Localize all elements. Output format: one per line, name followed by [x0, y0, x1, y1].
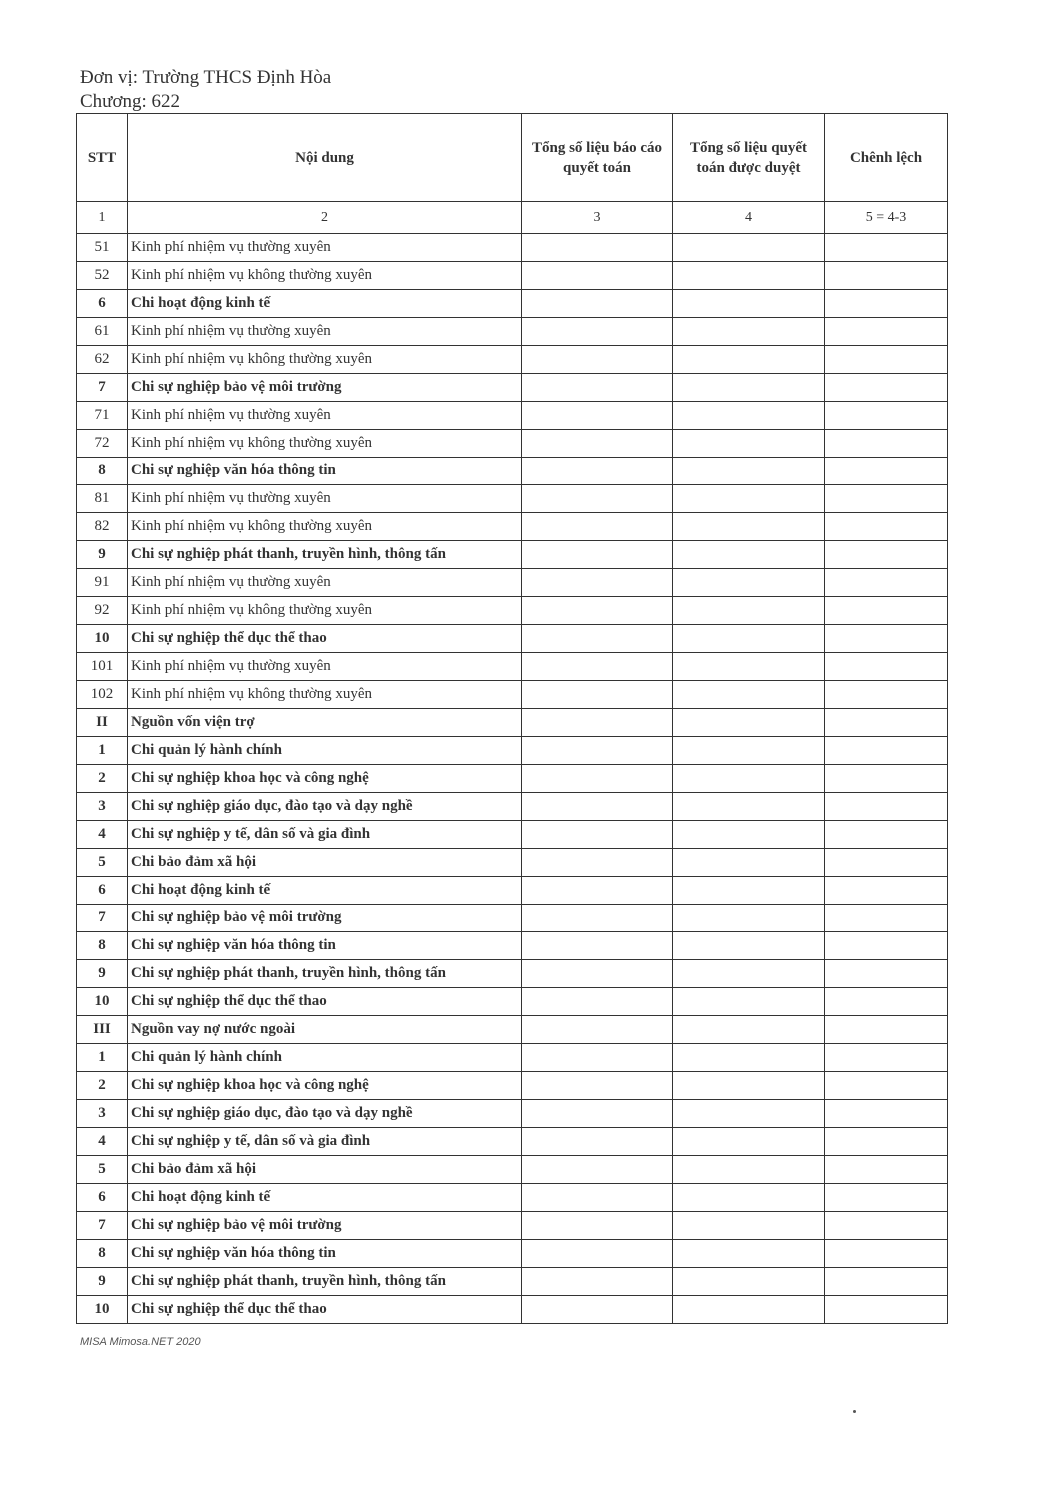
row-approved-total: [673, 1295, 825, 1323]
row-approved-total: [673, 876, 825, 904]
row-difference: [825, 988, 948, 1016]
row-content: Chi sự nghiệp khoa học và công nghệ: [128, 764, 522, 792]
row-stt: 81: [77, 485, 128, 513]
row-difference: [825, 820, 948, 848]
row-content: Chi sự nghiệp phát thanh, truyền hình, thông tấn: [128, 541, 522, 569]
column-header-approved-total: Tổng số liệu quyết toán được duyệt: [673, 114, 825, 202]
table-row: [77, 764, 948, 792]
table-row: [77, 234, 948, 262]
row-reported-total: [522, 1211, 673, 1239]
row-stt: 2: [77, 764, 128, 792]
row-stt: 3: [77, 792, 128, 820]
table-row: [77, 708, 948, 736]
row-stt: 7: [77, 373, 128, 401]
row-approved-total: [673, 681, 825, 709]
row-stt: 10: [77, 625, 128, 653]
document-header: [80, 66, 331, 114]
row-stt: 9: [77, 960, 128, 988]
chapter-line: Chương: 622: [80, 91, 181, 112]
row-difference: [825, 1100, 948, 1128]
row-content: Chi sự nghiệp văn hóa thông tin: [128, 932, 522, 960]
row-difference: [825, 541, 948, 569]
row-content: Chi sự nghiệp văn hóa thông tin: [128, 1239, 522, 1267]
row-stt: 52: [77, 261, 128, 289]
row-approved-total: [673, 653, 825, 681]
table-row: [77, 597, 948, 625]
row-reported-total: [522, 513, 673, 541]
row-stt: 71: [77, 401, 128, 429]
row-content: Chi sự nghiệp khoa học và công nghệ: [128, 1072, 522, 1100]
row-difference: [825, 1155, 948, 1183]
row-stt: 9: [77, 541, 128, 569]
table-row: [77, 625, 948, 653]
row-content: Kinh phí nhiệm vụ không thường xuyên: [128, 261, 522, 289]
table-row: [77, 1155, 948, 1183]
row-difference: [825, 261, 948, 289]
column-header-reported-total: Tổng số liệu báo cáo quyết toán: [522, 114, 673, 202]
table-body: [77, 234, 948, 1324]
table-row: [77, 457, 948, 485]
table-row: [77, 513, 948, 541]
row-reported-total: [522, 876, 673, 904]
row-content: Chi bảo đảm xã hội: [128, 1155, 522, 1183]
row-difference: [825, 764, 948, 792]
row-reported-total: [522, 541, 673, 569]
row-content: Chi hoạt động kinh tế: [128, 289, 522, 317]
table-row: [77, 960, 948, 988]
row-difference: [825, 708, 948, 736]
row-content: Chi sự nghiệp thể dục thể thao: [128, 988, 522, 1016]
table-row: [77, 681, 948, 709]
row-difference: [825, 1016, 948, 1044]
row-content: Chi sự nghiệp phát thanh, truyền hình, thông tấn: [128, 960, 522, 988]
row-content: Kinh phí nhiệm vụ thường xuyên: [128, 653, 522, 681]
table-row: [77, 317, 948, 345]
row-approved-total: [673, 317, 825, 345]
row-content: Chi sự nghiệp bảo vệ môi trường: [128, 373, 522, 401]
table-row: [77, 1044, 948, 1072]
row-content: Chi sự nghiệp y tế, dân số và gia đình: [128, 820, 522, 848]
row-approved-total: [673, 1211, 825, 1239]
table-row: [77, 289, 948, 317]
row-difference: [825, 625, 948, 653]
row-reported-total: [522, 1239, 673, 1267]
row-approved-total: [673, 1044, 825, 1072]
row-content: Chi sự nghiệp giáo dục, đào tạo và dạy nghề: [128, 1100, 522, 1128]
row-difference: [825, 429, 948, 457]
row-reported-total: [522, 848, 673, 876]
row-reported-total: [522, 1267, 673, 1295]
table-row: [77, 401, 948, 429]
row-difference: [825, 401, 948, 429]
row-reported-total: [522, 345, 673, 373]
column-number: 1: [77, 202, 128, 234]
row-reported-total: [522, 373, 673, 401]
row-content: Kinh phí nhiệm vụ không thường xuyên: [128, 513, 522, 541]
row-approved-total: [673, 1016, 825, 1044]
row-approved-total: [673, 764, 825, 792]
row-reported-total: [522, 1183, 673, 1211]
row-reported-total: [522, 988, 673, 1016]
row-content: Kinh phí nhiệm vụ thường xuyên: [128, 317, 522, 345]
row-stt: 6: [77, 289, 128, 317]
column-number: 2: [128, 202, 522, 234]
row-stt: 91: [77, 569, 128, 597]
row-content: Kinh phí nhiệm vụ không thường xuyên: [128, 681, 522, 709]
table-header-row: [77, 114, 948, 202]
row-stt: 8: [77, 457, 128, 485]
row-approved-total: [673, 1155, 825, 1183]
row-difference: [825, 457, 948, 485]
table-row: [77, 988, 948, 1016]
table-row: [77, 429, 948, 457]
row-difference: [825, 1267, 948, 1295]
row-difference: [825, 345, 948, 373]
row-approved-total: [673, 569, 825, 597]
table-row: [77, 1016, 948, 1044]
row-stt: 51: [77, 234, 128, 262]
row-difference: [825, 485, 948, 513]
row-reported-total: [522, 904, 673, 932]
row-stt: 2: [77, 1072, 128, 1100]
row-difference: [825, 1044, 948, 1072]
row-difference: [825, 373, 948, 401]
row-approved-total: [673, 1267, 825, 1295]
row-approved-total: [673, 513, 825, 541]
table-row: [77, 653, 948, 681]
table-row: [77, 1183, 948, 1211]
row-content: Chi sự nghiệp thể dục thể thao: [128, 1295, 522, 1323]
row-stt: 8: [77, 1239, 128, 1267]
column-number: 3: [522, 202, 673, 234]
row-approved-total: [673, 401, 825, 429]
unit-line: Đơn vị: Trường THCS Định Hòa: [80, 67, 332, 88]
table-row: [77, 345, 948, 373]
row-stt: 6: [77, 1183, 128, 1211]
row-difference: [825, 1211, 948, 1239]
row-reported-total: [522, 1072, 673, 1100]
table-row: [77, 1100, 948, 1128]
row-stt: 92: [77, 597, 128, 625]
row-content: Chi sự nghiệp phát thanh, truyền hình, thông tấn: [128, 1267, 522, 1295]
row-reported-total: [522, 234, 673, 262]
row-reported-total: [522, 820, 673, 848]
row-approved-total: [673, 1100, 825, 1128]
table-row: [77, 373, 948, 401]
row-content: Kinh phí nhiệm vụ không thường xuyên: [128, 597, 522, 625]
row-stt: 62: [77, 345, 128, 373]
column-header-content: Nội dung: [128, 114, 522, 202]
row-approved-total: [673, 485, 825, 513]
row-content: Chi sự nghiệp thể dục thể thao: [128, 625, 522, 653]
row-stt: 3: [77, 1100, 128, 1128]
table-row: [77, 485, 948, 513]
table-row: [77, 1239, 948, 1267]
column-number-row: [77, 202, 948, 234]
row-difference: [825, 1183, 948, 1211]
row-reported-total: [522, 708, 673, 736]
row-content: Chi sự nghiệp bảo vệ môi trường: [128, 1211, 522, 1239]
row-reported-total: [522, 736, 673, 764]
row-content: Kinh phí nhiệm vụ thường xuyên: [128, 569, 522, 597]
row-approved-total: [673, 904, 825, 932]
table-row: [77, 541, 948, 569]
row-difference: [825, 597, 948, 625]
row-reported-total: [522, 1016, 673, 1044]
row-difference: [825, 736, 948, 764]
row-stt: 61: [77, 317, 128, 345]
table-row: [77, 1211, 948, 1239]
table-row: [77, 820, 948, 848]
row-stt: 4: [77, 820, 128, 848]
row-reported-total: [522, 457, 673, 485]
row-content: Kinh phí nhiệm vụ thường xuyên: [128, 234, 522, 262]
table-row: [77, 1072, 948, 1100]
row-stt: 102: [77, 681, 128, 709]
row-stt: 7: [77, 904, 128, 932]
row-reported-total: [522, 1044, 673, 1072]
row-reported-total: [522, 932, 673, 960]
row-difference: [825, 1072, 948, 1100]
column-number: 5 = 4-3: [825, 202, 948, 234]
row-approved-total: [673, 736, 825, 764]
table-row: [77, 736, 948, 764]
row-approved-total: [673, 345, 825, 373]
row-content: Kinh phí nhiệm vụ không thường xuyên: [128, 345, 522, 373]
row-approved-total: [673, 792, 825, 820]
table-row: [77, 876, 948, 904]
row-reported-total: [522, 653, 673, 681]
row-reported-total: [522, 1128, 673, 1156]
row-difference: [825, 681, 948, 709]
row-reported-total: [522, 317, 673, 345]
row-stt: 5: [77, 848, 128, 876]
row-reported-total: [522, 681, 673, 709]
row-content: Kinh phí nhiệm vụ thường xuyên: [128, 485, 522, 513]
row-reported-total: [522, 960, 673, 988]
row-difference: [825, 1239, 948, 1267]
row-content: Chi sự nghiệp y tế, dân số và gia đình: [128, 1128, 522, 1156]
row-stt: 101: [77, 653, 128, 681]
row-approved-total: [673, 261, 825, 289]
row-stt: 8: [77, 932, 128, 960]
row-reported-total: [522, 625, 673, 653]
table-row: [77, 848, 948, 876]
row-stt: 7: [77, 1211, 128, 1239]
row-approved-total: [673, 932, 825, 960]
table-row: [77, 904, 948, 932]
settlement-report-table: [76, 113, 948, 1324]
row-difference: [825, 289, 948, 317]
row-approved-total: [673, 541, 825, 569]
row-reported-total: [522, 1155, 673, 1183]
row-approved-total: [673, 708, 825, 736]
row-content: Kinh phí nhiệm vụ thường xuyên: [128, 401, 522, 429]
column-header-stt: STT: [77, 114, 128, 202]
row-stt: 82: [77, 513, 128, 541]
row-approved-total: [673, 1128, 825, 1156]
row-difference: [825, 848, 948, 876]
row-difference: [825, 932, 948, 960]
row-approved-total: [673, 625, 825, 653]
table-row: [77, 1267, 948, 1295]
row-content: Chi bảo đảm xã hội: [128, 848, 522, 876]
row-reported-total: [522, 597, 673, 625]
row-approved-total: [673, 848, 825, 876]
row-reported-total: [522, 569, 673, 597]
table-row: [77, 932, 948, 960]
software-footer: MISA Mimosa.NET 2020: [80, 1336, 201, 1348]
row-approved-total: [673, 289, 825, 317]
row-approved-total: [673, 988, 825, 1016]
row-approved-total: [673, 820, 825, 848]
row-approved-total: [673, 429, 825, 457]
row-approved-total: [673, 1239, 825, 1267]
row-content: Chi hoạt động kinh tế: [128, 1183, 522, 1211]
row-content: Chi sự nghiệp bảo vệ môi trường: [128, 904, 522, 932]
table-row: [77, 569, 948, 597]
row-difference: [825, 1128, 948, 1156]
row-content: Nguồn vay nợ nước ngoài: [128, 1016, 522, 1044]
row-difference: [825, 792, 948, 820]
row-difference: [825, 876, 948, 904]
row-content: Chi quản lý hành chính: [128, 736, 522, 764]
row-reported-total: [522, 764, 673, 792]
row-reported-total: [522, 485, 673, 513]
row-reported-total: [522, 792, 673, 820]
row-stt: 10: [77, 1295, 128, 1323]
row-approved-total: [673, 1072, 825, 1100]
row-stt: 72: [77, 429, 128, 457]
row-approved-total: [673, 597, 825, 625]
row-content: Chi sự nghiệp giáo dục, đào tạo và dạy nghề: [128, 792, 522, 820]
row-reported-total: [522, 401, 673, 429]
table-row: [77, 792, 948, 820]
row-approved-total: [673, 960, 825, 988]
row-content: Chi quản lý hành chính: [128, 1044, 522, 1072]
column-header-difference: Chênh lệch: [825, 114, 948, 202]
row-stt: 10: [77, 988, 128, 1016]
table-row: [77, 1295, 948, 1323]
table-row: [77, 261, 948, 289]
row-content: Nguồn vốn viện trợ: [128, 708, 522, 736]
row-difference: [825, 569, 948, 597]
row-stt: 9: [77, 1267, 128, 1295]
row-difference: [825, 904, 948, 932]
row-stt: 1: [77, 736, 128, 764]
row-stt: 1: [77, 1044, 128, 1072]
row-approved-total: [673, 1183, 825, 1211]
row-approved-total: [673, 373, 825, 401]
row-approved-total: [673, 234, 825, 262]
row-reported-total: [522, 1295, 673, 1323]
row-reported-total: [522, 1100, 673, 1128]
row-difference: [825, 1295, 948, 1323]
row-stt: 5: [77, 1155, 128, 1183]
row-difference: [825, 513, 948, 541]
scan-speck: [853, 1410, 856, 1413]
row-stt: 4: [77, 1128, 128, 1156]
row-difference: [825, 960, 948, 988]
table-row: [77, 1128, 948, 1156]
row-reported-total: [522, 429, 673, 457]
row-content: Kinh phí nhiệm vụ không thường xuyên: [128, 429, 522, 457]
column-number: 4: [673, 202, 825, 234]
row-reported-total: [522, 261, 673, 289]
row-difference: [825, 234, 948, 262]
row-stt: 6: [77, 876, 128, 904]
row-difference: [825, 317, 948, 345]
row-stt: III: [77, 1016, 128, 1044]
row-approved-total: [673, 457, 825, 485]
row-reported-total: [522, 289, 673, 317]
row-stt: II: [77, 708, 128, 736]
row-content: Chi sự nghiệp văn hóa thông tin: [128, 457, 522, 485]
row-content: Chi hoạt động kinh tế: [128, 876, 522, 904]
row-difference: [825, 653, 948, 681]
